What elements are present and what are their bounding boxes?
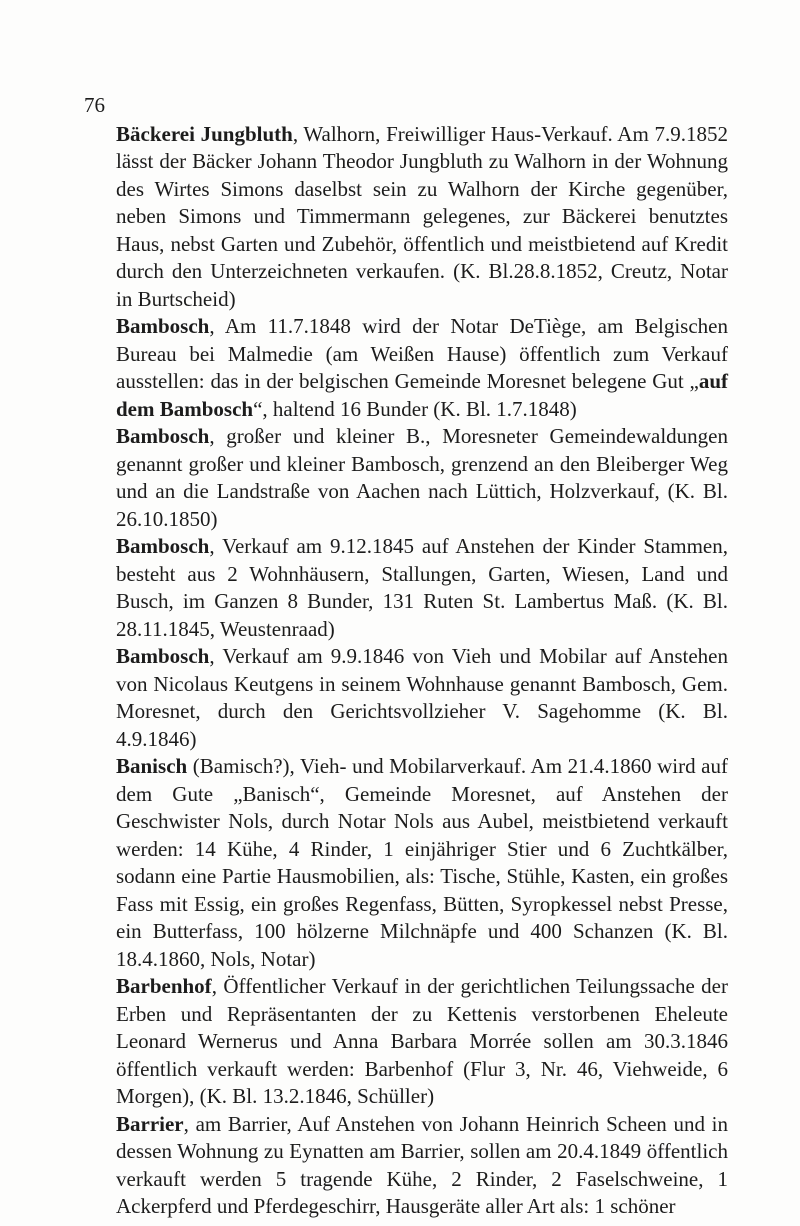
entry-text: (Bamisch?), Vieh- und Mobilarverkauf. Am 21.4.1860 wird auf dem Gute „Banisch“, Gemeinde Moresnet, auf Anstehen der Geschwister Nols, durch Notar Nols aus Aubel, meistbietend verkauft werden: 14 Kühe, 4 Rinder, 1 einjähriger Stier und 6 Zuchtkälber, sodann eine Partie Hausmobilien, als: Tische, Stühle, Kasten, ein großes Fass mit Essig, ein großes Regenfass, Bütten, Syropkessel nebst Presse, ein Butterfass, 100 hölzerne Milchnäpfe und 400 Schanzen (K. Bl. 18.4.1860, Nols, Notar) <box>116 754 728 971</box>
entry-barbenhof <box>116 973 728 1111</box>
entry-text: , am Barrier, Auf Anstehen von Johann Heinrich Scheen und in dessen Wohnung zu Eynatten am Barrier, sollen am 20.4.1849 öffentlich verkauft werden 5 tragende Kühe, 2 Rinder, 2 Faselschweine, 1 Ackerpferd und Pferdegeschirr, Hausgeräte aller Art als: 1 schöner <box>116 1111 728 1218</box>
entry-text-continued: “, haltend 16 Bunder (K. Bl. 1.7.1848) <box>253 396 577 421</box>
entry-heading: Bambosch <box>116 534 210 558</box>
entry-heading: Bambosch <box>116 314 210 338</box>
entry-banisch <box>116 753 728 973</box>
entry-text: , Am 11.7.1848 wird der Notar DeTiège, am Belgischen Bureau bei Malmedie (am Weißen Hause) öffentlich zum Verkauf ausstellen: das in der belgischen Gemeinde Moresnet belegene Gut „ <box>116 314 728 393</box>
entry-heading: Bäckerei Jungbluth <box>116 121 293 146</box>
page-content <box>84 92 728 1221</box>
entry-heading: Bambosch <box>116 644 210 668</box>
entry-heading: Banisch <box>116 754 188 778</box>
entry-bambosch-4 <box>116 643 728 753</box>
entry-text: , großer und kleiner B., Moresneter Gemeindewaldungen genannt großer und kleiner Bambosch, grenzend an den Bleiberger Weg und an die Landstraße von Aachen nach Lüttich, Holzverkauf, (K. Bl. 26.10.1850) <box>116 424 728 531</box>
entry-baeckerei-jungbluth <box>116 121 728 314</box>
entry-heading: Barbenhof <box>116 974 212 998</box>
entry-bambosch-2 <box>116 423 728 533</box>
entry-bambosch-3 <box>116 533 728 643</box>
entry-emphasis: auf dem Bambosch <box>116 369 728 421</box>
entry-text: , Öffentlicher Verkauf in der gerichtlichen Teilungssache der Erben und Repräsentanten der zu Kettenis verstorbenen Eheleute Leonard Wernerus und Anna Barbara Morrée sollen am 30.3.1846 öffentlich verkauft werden: Barbenhof (Flur 3, Nr. 46, Viehweide, 6 Morgen), (K. Bl. 13.2.1846, Schüller) <box>116 974 728 1108</box>
entry-heading: Barrier <box>116 1111 184 1136</box>
entry-bambosch-1 <box>116 313 728 423</box>
entry-text: , Walhorn, Freiwilliger Haus-Verkauf. Am 7.9.1852 lässt der Bäcker Johann Theodor Jungbluth zu Walhorn in der Wohnung des Wirtes Simons daselbst sein zu Walhorn der Kirche gegenüber, neben Simons und Timmermann gelegenes, zur Bäckerei benutztes Haus, nebst Garten und Zubehör, öffentlich und meistbietend auf Kredit durch den Unterzeichneten verkaufen. (K. Bl.28.8.1852, Creutz, Notar in Burtscheid) <box>116 121 728 311</box>
page-number: 76 <box>84 93 105 117</box>
entry-heading: Bambosch <box>116 424 210 448</box>
entry-barrier <box>116 1111 728 1221</box>
entry-text: , Verkauf am 9.9.1846 von Vieh und Mobilar auf Anstehen von Nicolaus Keutgens in seinem Wohnhause genannt Bambosch, Gem. Moresnet, durch den Gerichtsvollzieher V. Sagehomme (K. Bl. 4.9.1846) <box>116 644 728 751</box>
entry-text: , Verkauf am 9.12.1845 auf Anstehen der Kinder Stammen, besteht aus 2 Wohnhäusern, Stallungen, Garten, Wiesen, Land und Busch, im Ganzen 8 Bunder, 131 Ruten St. Lambertus Maß. (K. Bl. 28.11.1845, Weustenraad) <box>116 534 728 641</box>
